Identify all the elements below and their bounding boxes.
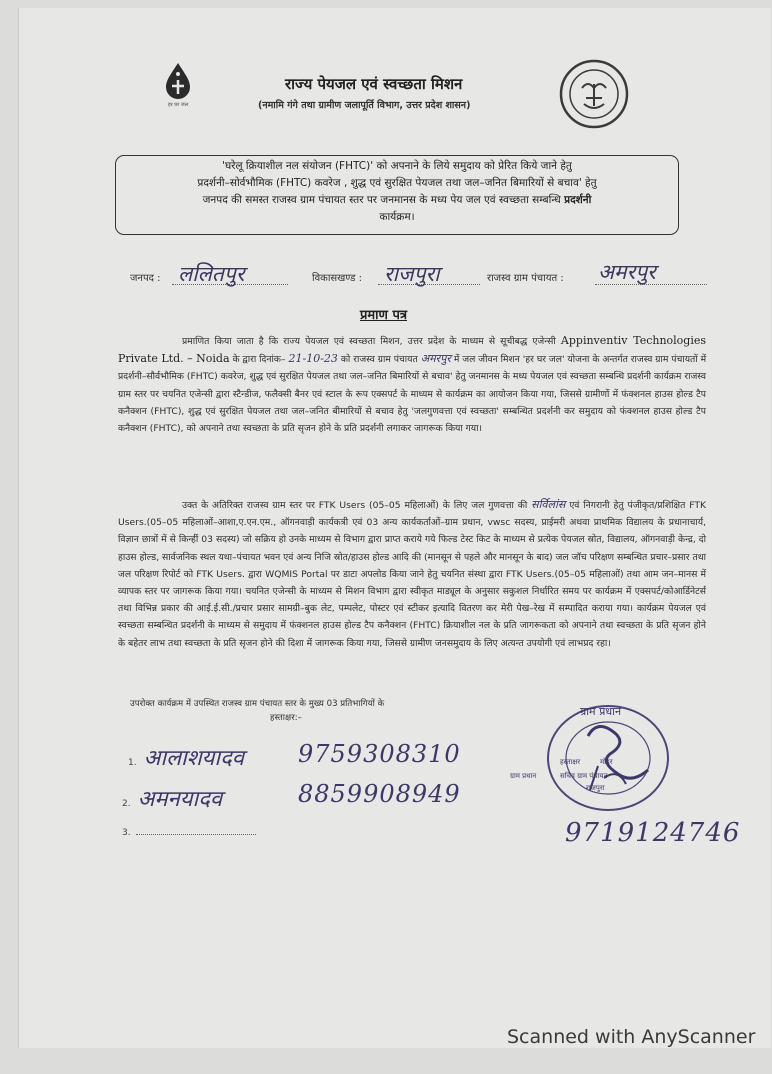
signature-2-name: अमनयादव (137, 787, 223, 812)
certificate-paragraph-2 (118, 496, 706, 652)
signature-2 (122, 783, 222, 813)
signature-3-line (136, 834, 256, 835)
pradhan-stamp (510, 696, 688, 816)
para1-text-a: प्रमाणित किया जाता है कि राज्य पेयजल एवं स्वच्छता मिशन, उत्तर प्रदेश के माध्यम से सूचीबद्ध एजेन्सी (182, 336, 556, 347)
stamp-phone: 9719124746 (565, 818, 741, 848)
page-subtitle: (नमामि गंगे तथा ग्रामीण जलापूर्ति विभाग, उत्तर प्रदेश शासन) (258, 100, 471, 111)
signature-2-number: 2. (122, 799, 131, 809)
program-title-box (115, 155, 679, 235)
box-line-3a: जनपद की समस्त राजस्व ग्राम पंचायत स्तर पर जनमानस के मध्य पेय जल एवं स्वच्छता सम्बन्धि (202, 194, 561, 206)
scanner-watermark: Scanned with AnyScanner (507, 1026, 756, 1048)
signature-3 (122, 820, 256, 839)
box-line-2: प्रदर्शनी–सोर्वभौमिक (FHTC) कवरेज , शुद्ध एवं सुरक्षित पेयजल तथा जल–जनित बिमारियों से बचाव' हेतु (197, 177, 597, 189)
block-label: विकासखण्ड : (312, 273, 363, 284)
signature-1-number: 1. (128, 758, 137, 768)
box-line-3b: प्रदर्शनी (564, 194, 592, 206)
signature-2-phone: 8859908949 (298, 780, 461, 808)
stamp-sign-label: हस्ताक्षर (560, 758, 581, 766)
para1-text-d: में जल जीवन मिशन 'हर घर जल' योजना के अन्तर्गत राजस्व ग्राम पंचायतों में प्रदर्शनी–सौर्वभौमिक (FHTC) कवरेज, शुद्ध एवं सुरक्षित पेयजल तथा जल–जनित बिमारियों से बचाव' हेतु जनमानस के मध्य पेयजल एवं स्वच्छता सम्बन्धि प्रदर्शनी कार्यक्रम राजस्व ग्राम स्तर पर चयनित एजेन्सी द्वारा स्टैन्डीज, फलैक्सी बैनर एवं स्टाल के रूप एक्सपर्ट के माध्यम से कार्यक्रम का आयोजन किया गया, जिससे ग्रामीणों में फंक्शनल हाउस होल्ड टैप कनैक्शन (FHTC), शुद्ध एवं सुरक्षित पेयजल तथा जल–जनित बीमारियों से बचाव हेतु 'जलगुणवत्ता एवं स्वच्छता' सम्बन्धित प्रदर्शनी कर समुदाय को फंक्शनल हाउस होल्ड टैप कनैक्शन (FHTC), को अपनाने तथा स्वच्छता के प्रति सृजन होने के प्रति प्रदर्शनी लगाकर जागरूक किया गया। (118, 354, 707, 435)
intro-line-2: हस्ताक्षर:– (270, 713, 302, 723)
panchayat-label: राजस्व ग्राम पंचायत : (487, 273, 564, 284)
certificate-title: प्रमाण पत्र (360, 308, 408, 323)
block-value: राजपुरा (384, 262, 440, 286)
har-ghar-jal-logo (150, 60, 206, 116)
panchayat-value: अमरपुर (598, 260, 656, 284)
stamp-sign-name: मोहर (600, 758, 613, 766)
box-line-4: कार्यक्रम। (379, 211, 415, 223)
signature-3-number: 3. (122, 828, 131, 838)
stamp-caption-1: ग्राम प्रधान (510, 772, 537, 780)
program-date: 21-10-23 (288, 352, 338, 366)
signature-1-name: आलाशयादव (143, 746, 245, 771)
signature-1 (128, 742, 244, 772)
village-name: अमरपुर (420, 352, 451, 366)
certificate-paragraph-1 (118, 332, 706, 437)
para1-text-c: को राजस्व ग्राम पंचायत (340, 354, 418, 366)
page-title: राज्य पेयजल एवं स्वच्छता मिशन (285, 75, 463, 93)
stamp-top-text: ग्राम प्रधान (580, 705, 622, 718)
signature-intro (130, 697, 510, 725)
location-fields (130, 262, 720, 292)
up-state-emblem-icon (558, 58, 630, 130)
intro-line-1: उपरोक्त कार्यक्रम में उपस्थित राजस्व ग्राम पंचायत स्तर के मुख्य 03 प्रतिभागियों के (130, 699, 385, 709)
stamp-caption-3: राजपुरा (586, 784, 605, 792)
para2-text-b: एवं निगरानी हेतु पंजीकृत/प्रशिक्षित FTK Users.(05–05 महिलाओं–आशा,ए.एन.एम., ऑगनवाड़ी कार्यकत्री एवं 03 अन्य कार्यकर्ताओं–ग्राम प्रधान, vwsc सदस्य, प्राईमरी अथवा प्राथमिक विद्यालय के प्रधानाचार्य, विज्ञान छात्रों में से किन्हीं 03 सदस्य) जो सक्रिय हो उनके माध्यम से विभाग द्वारा प्राप्त कराये गये फिल्ड टेस्ट किट के माध्यम से प्रत्येक पेयजल स्रोत, विद्यालय, ऑगनवाड़ी केन्द्र, दो हाउस होल्ड, सार्वजनिक स्थल यथा–पंचायत भवन एवं अन्य निजि स्रोत/हाउस होल्ड आदि की (मानसून से पहले और मानसून के बाद) जल जॉच परिक्षण सम्बन्धित प्रचार–प्रसार तथा जल परिक्षण रिपोर्ट को FTK Users. द्वारा WQMIS Portal पर डाटा अपलोड किया जाने हेतु चयनित संस्था द्वारा FTK Users.(05–05 महिलाओं) तथा आम जन–मानस में व्यापक स्तर पर जागरूक किया गया। चयनित एजेन्सी के माध्यम से मिशन विभाग द्वारा स्वीकृत माड्यूल के अनुसार सकुशल निर्धारित समय पर कार्यक्रम में एक्सपर्ट/कोआर्डिनेटर्स तथा विभिन्न प्रकार की आई.ई.सी./प्रचार प्रसार सामग्री–बुक लेट, पम्पलेट, पोस्टर एवं स्टीकर इत्यादि वितरण कर मेरी पेख–रेख में सम्पादित कराया गया। कार्यक्रम पेयजल एवं स्वच्छता सम्बन्धित प्रदर्शनी के माध्यम से समुदाय में फंक्शनल हाउस होल्ड टैप कनैक्शन (FHTC) क्रियाशील नल के प्रति जागरूकता को अपनाने तथा स्वच्छता के प्रति सृजन होने के बहेतर लाभ तथा स्वच्छता के प्रति सृजन होने की दिशा में जागरूक किया गया, जिससे ग्रामीण जनसमुदाय के लिए अत्यन्त उपयोगी एवं लाभप्रद रहा। (118, 500, 707, 649)
logo-tagline: हर घर जल (168, 102, 188, 108)
stamp-caption-2: सचिव ग्राम पंचायत (560, 772, 608, 780)
box-line-3 (116, 192, 678, 209)
agency-name: Appinventiv Technologies Private Ltd. – Noida (118, 334, 707, 366)
box-line-1: 'घरेलू क्रियाशील नल संयोजन (FHTC)' को अपनाने के लिये समुदाय को प्रेरित किये जाने हेतु (222, 160, 572, 172)
district-label: जनपद : (130, 273, 161, 284)
para2-handwritten: सर्विलांस (531, 498, 566, 511)
para2-text-a: उक्त के अतिरिक्त राजस्व ग्राम स्तर पर FTK Users (05–05 महिलाओं) के लिए जल गुणवत्ता की (182, 500, 528, 511)
para1-text-b: के द्वारा दिनांक– (232, 354, 286, 366)
signature-1-phone: 9759308310 (298, 740, 461, 768)
district-value: ललितपुर (178, 262, 245, 286)
water-drop-icon (157, 60, 199, 102)
